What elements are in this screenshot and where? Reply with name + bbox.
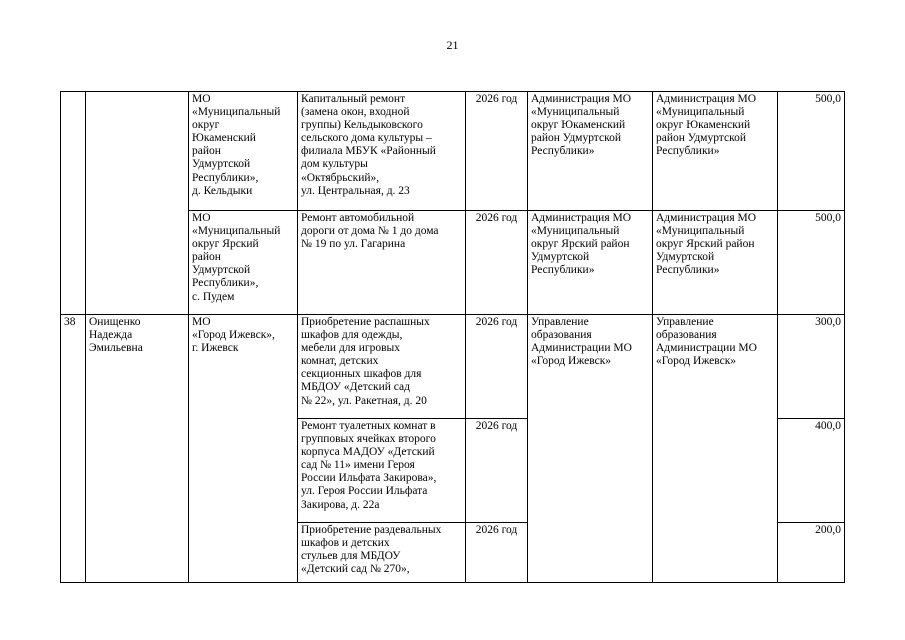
text-line: Администрация МО xyxy=(656,212,757,224)
text-line: Управление xyxy=(656,316,714,328)
text-line: округ Ярский район xyxy=(656,238,755,251)
text-line: «Город Ижевск», xyxy=(192,329,275,342)
text-line: России Ильфата Закирова», xyxy=(301,472,437,485)
amount-cell: 500,0 xyxy=(778,211,845,315)
table-row xyxy=(61,315,845,419)
text-line: ул. Центральная, д. 23 xyxy=(301,184,410,197)
text-line: округ Ярский xyxy=(192,238,259,251)
text-line: «Муниципальный xyxy=(531,225,620,238)
recipient-cell xyxy=(653,211,778,315)
organizer-cell xyxy=(528,211,653,315)
table-row xyxy=(61,92,845,211)
text-line: район Удмуртской xyxy=(531,132,621,145)
text-line: МО xyxy=(192,212,211,224)
description-text xyxy=(301,316,462,408)
text-line: мебели для игровых xyxy=(301,342,400,355)
description-cell xyxy=(298,419,466,523)
text-line: Закирова, д. 22а xyxy=(301,498,380,511)
funding-table xyxy=(60,91,845,583)
text-line: (замена окон, входной xyxy=(301,106,410,119)
text-line: сад № 11» имени Героя xyxy=(301,459,415,472)
text-line: МО xyxy=(192,93,211,105)
location-cell xyxy=(189,315,298,583)
text-line: Администрации МО xyxy=(656,342,757,355)
location-cell xyxy=(189,92,298,211)
text-line: с. Пудем xyxy=(192,290,235,303)
organizer-text xyxy=(531,316,649,368)
text-line: шкафов и детских xyxy=(301,537,390,550)
text-line: Удмуртской xyxy=(656,251,715,264)
description-cell xyxy=(298,211,466,315)
description-text xyxy=(301,524,462,576)
text-line: округ Ярский район xyxy=(531,238,630,251)
organizer-cell xyxy=(528,315,653,583)
text-line: Республики» xyxy=(531,145,595,158)
recipient-cell xyxy=(653,92,778,211)
row-number-cell: 38 xyxy=(61,315,86,583)
description-cell xyxy=(298,523,466,583)
amount-cell: 300,0 xyxy=(778,315,845,419)
text-line: № 22», ул. Ракетная, д. 20 xyxy=(301,394,427,407)
text-line: Администрация МО xyxy=(531,93,632,105)
amount-cell: 200,0 xyxy=(778,523,845,583)
text-line: стульев для МБДОУ xyxy=(301,550,401,563)
text-line: МО xyxy=(192,316,211,328)
text-line: Ремонт туалетных комнат в xyxy=(301,420,436,432)
recipient-cell xyxy=(653,315,778,583)
text-line: Республики», xyxy=(192,277,259,290)
description-text xyxy=(301,420,462,512)
text-line: образования xyxy=(656,329,717,342)
person-cell xyxy=(86,92,189,315)
text-line: образования xyxy=(531,329,592,342)
location-text xyxy=(192,93,294,198)
text-line: дороги от дома № 1 до дома xyxy=(301,225,439,238)
year-cell: 2026 год xyxy=(466,211,528,315)
text-line: № 19 по ул. Гагарина xyxy=(301,238,406,251)
text-line: Удмуртской xyxy=(531,251,590,264)
text-line: Администрации МО xyxy=(531,342,632,355)
text-line: Республики», xyxy=(192,171,259,184)
text-line: «Муниципальный xyxy=(192,106,281,119)
text-line: Республики» xyxy=(656,145,720,158)
text-line: Юкаменский xyxy=(192,132,256,145)
text-line: «Муниципальный xyxy=(656,225,745,238)
text-line: Республики» xyxy=(656,264,720,277)
location-text xyxy=(192,212,294,304)
text-line: округ Юкаменский xyxy=(656,119,751,132)
person-cell xyxy=(86,315,189,583)
text-line: Удмуртской xyxy=(192,158,251,171)
text-line: «Октябрьский», xyxy=(301,171,380,184)
text-line: Онищенко xyxy=(89,316,141,328)
text-line: Приобретение раздевальных xyxy=(301,524,442,536)
amount-cell: 500,0 xyxy=(778,92,845,211)
text-line: ул. Героя России Ильфата xyxy=(301,485,428,498)
text-line: район Удмуртской xyxy=(656,132,746,145)
text-line: дом культуры xyxy=(301,158,368,171)
year-cell: 2026 год xyxy=(466,92,528,211)
text-line: Капитальный ремонт xyxy=(301,93,406,105)
text-line: «Детский сад № 270», xyxy=(301,563,410,576)
text-line: Приобретение распашных xyxy=(301,316,430,328)
description-text xyxy=(301,212,462,251)
text-line: группы) Кельдыковского xyxy=(301,119,423,132)
row-number-cell xyxy=(61,92,86,315)
description-cell xyxy=(298,315,466,419)
page-number: 21 xyxy=(446,38,459,52)
text-line: Удмуртской xyxy=(192,264,251,277)
text-line: «Город Ижевск» xyxy=(656,355,737,368)
text-line: сельского дома культуры – xyxy=(301,132,432,145)
text-line: округ Юкаменский xyxy=(531,119,626,132)
text-line: корпуса МАДОУ «Детский xyxy=(301,446,435,459)
text-line: шкафов для одежды, xyxy=(301,329,403,342)
text-line: Эмильевна xyxy=(89,342,143,355)
text-line: филиала МБУК «Районный xyxy=(301,145,436,158)
organizer-cell xyxy=(528,92,653,211)
description-cell xyxy=(298,92,466,211)
text-line: комнат, детских xyxy=(301,355,379,368)
text-line: Управление xyxy=(531,316,589,328)
text-line: Администрация МО xyxy=(656,93,757,105)
recipient-text xyxy=(656,212,774,277)
person-text xyxy=(89,316,185,355)
text-line: «Муниципальный xyxy=(531,106,620,119)
text-line: Республики» xyxy=(531,264,595,277)
text-line: МБДОУ «Детский сад xyxy=(301,381,410,394)
amount-cell: 400,0 xyxy=(778,419,845,523)
location-text xyxy=(192,316,294,355)
organizer-text xyxy=(531,93,649,158)
text-line: район xyxy=(192,145,221,158)
text-line: округ xyxy=(192,119,220,132)
description-text xyxy=(301,93,462,198)
location-cell xyxy=(189,211,298,315)
text-line: д. Кельдыки xyxy=(192,184,253,197)
organizer-text xyxy=(531,212,649,277)
text-line: район xyxy=(192,251,221,264)
text-line: Ремонт автомобильной xyxy=(301,212,415,224)
text-line: г. Ижевск xyxy=(192,342,239,355)
text-line: секционных шкафов для xyxy=(301,368,422,381)
text-line: групповых ячейках второго xyxy=(301,433,436,446)
year-cell: 2026 год xyxy=(466,419,528,523)
year-cell: 2026 год xyxy=(466,523,528,583)
text-line: Администрация МО xyxy=(531,212,632,224)
recipient-text xyxy=(656,316,774,368)
text-line: Надежда xyxy=(89,329,133,342)
text-line: «Муниципальный xyxy=(192,225,281,238)
text-line: «Город Ижевск» xyxy=(531,355,612,368)
text-line: «Муниципальный xyxy=(656,106,745,119)
recipient-text xyxy=(656,93,774,158)
year-cell: 2026 год xyxy=(466,315,528,419)
